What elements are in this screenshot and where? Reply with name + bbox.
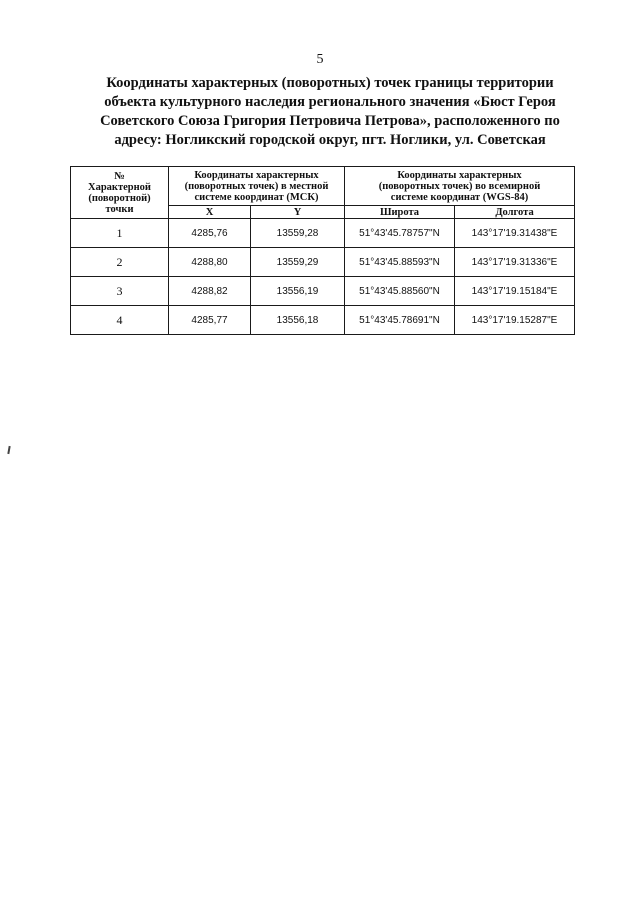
cell-y: 13556,19 xyxy=(251,277,345,306)
header-latitude: Широта xyxy=(345,206,455,219)
coordinates-table xyxy=(70,166,575,335)
cell-longitude: 143°17'19.15287"E xyxy=(455,306,575,335)
header-local-coordinates: Координаты характерных (поворотных точек) в местной системе координат (МСК) xyxy=(169,167,345,206)
title-line-3: Советского Союза Григория Петровича Петрова», расположенного по xyxy=(100,113,560,129)
table-row xyxy=(71,219,575,248)
cell-point-number: 3 xyxy=(71,277,169,306)
cell-latitude: 51°43'45.88560"N xyxy=(345,277,455,306)
cell-point-number: 4 xyxy=(71,306,169,335)
scan-mark xyxy=(7,446,10,454)
cell-point-number: 2 xyxy=(71,248,169,277)
table-row xyxy=(71,306,575,335)
title-line-4: адресу: Ногликский городской округ, пгт. Ноглики, ул. Советская xyxy=(114,132,546,148)
cell-x: 4288,80 xyxy=(169,248,251,277)
cell-y: 13559,28 xyxy=(251,219,345,248)
page-number: 5 xyxy=(316,52,324,67)
header-x: X xyxy=(169,206,251,219)
table-row xyxy=(71,248,575,277)
cell-longitude: 143°17'19.31336"E xyxy=(455,248,575,277)
cell-latitude: 51°43'45.88593"N xyxy=(345,248,455,277)
document-title xyxy=(90,74,570,150)
cell-x: 4285,76 xyxy=(169,219,251,248)
header-y: Y xyxy=(251,206,345,219)
cell-x: 4285,77 xyxy=(169,306,251,335)
cell-latitude: 51°43'45.78757"N xyxy=(345,219,455,248)
title-line-1: Координаты характерных (поворотных) точек границы территории xyxy=(106,75,554,91)
header-wgs-coordinates: Координаты характерных (поворотных точек) во всемирной системе координат (WGS-84) xyxy=(345,167,575,206)
table-row xyxy=(71,277,575,306)
cell-y: 13559,29 xyxy=(251,248,345,277)
cell-longitude: 143°17'19.31438"E xyxy=(455,219,575,248)
header-longitude: Долгота xyxy=(455,206,575,219)
cell-longitude: 143°17'19.15184"E xyxy=(455,277,575,306)
header-point-number: № Характерной (поворотной) точки xyxy=(71,167,169,219)
title-line-2: объекта культурного наследия регионального значения «Бюст Героя xyxy=(104,94,556,110)
cell-point-number: 1 xyxy=(71,219,169,248)
cell-y: 13556,18 xyxy=(251,306,345,335)
cell-x: 4288,82 xyxy=(169,277,251,306)
cell-latitude: 51°43'45.78691"N xyxy=(345,306,455,335)
